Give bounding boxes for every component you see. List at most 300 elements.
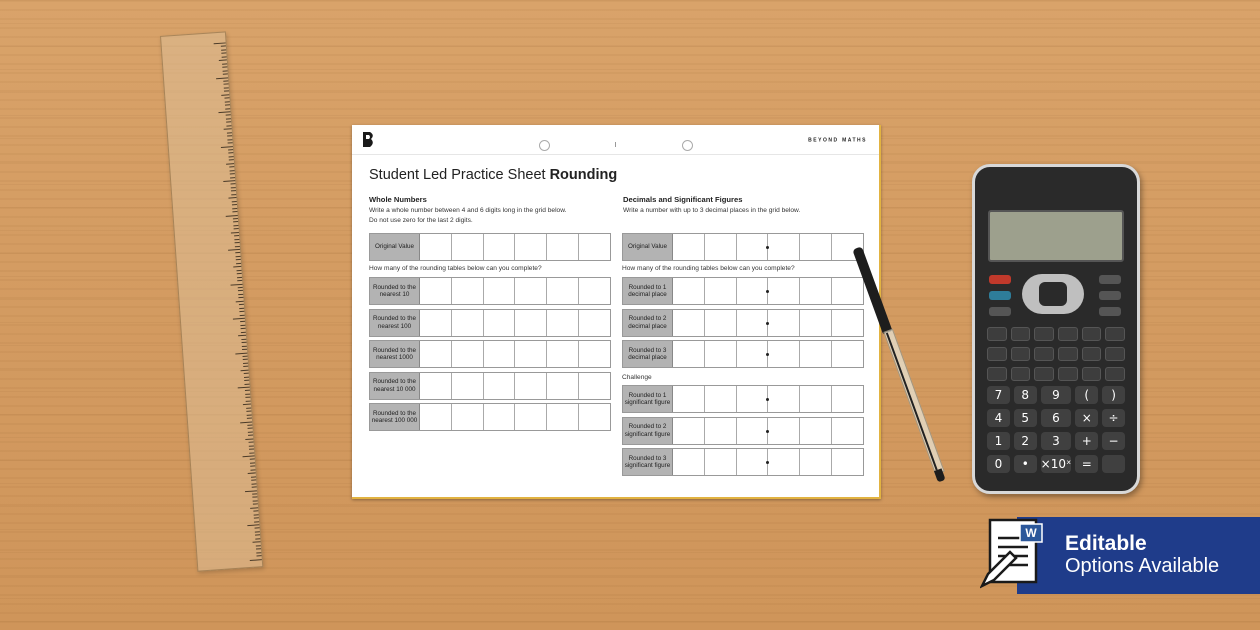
ruler-tick: [226, 125, 231, 126]
ruler-tick: [239, 304, 244, 305]
rounding-row: [622, 340, 864, 368]
ruler-tick: [230, 173, 235, 174]
rounding-row: [369, 277, 611, 305]
grid-cell[interactable]: [547, 310, 579, 336]
grid-cell[interactable]: [579, 310, 610, 336]
rounding-row: [369, 372, 611, 400]
ruler-tick: [223, 180, 235, 182]
calculator-key: ×10ˣ: [1040, 457, 1072, 471]
ruler-tick: [221, 46, 226, 47]
grid-cell[interactable]: [832, 310, 863, 336]
calculator-key: [1058, 327, 1078, 341]
calculator-key: [987, 367, 1007, 381]
calculator-key: [1034, 347, 1054, 361]
calculator-key: −: [1102, 432, 1125, 450]
grid-cell[interactable]: [515, 341, 547, 367]
ruler-tick: [225, 108, 230, 109]
ruler-tick: [238, 297, 243, 298]
grid-cell[interactable]: [705, 386, 737, 412]
grid-cell[interactable]: [768, 386, 800, 412]
ruler-tick: [228, 197, 236, 199]
calculator-key: [1034, 367, 1054, 381]
ruler-tick: [227, 132, 232, 133]
beyond-logo-icon: [362, 131, 376, 148]
row-label: Rounded to 1 decimal place: [623, 278, 673, 304]
calculator-key: [1082, 347, 1102, 361]
calculator-key: [1034, 327, 1054, 341]
calculator-number-keys: [987, 386, 1125, 473]
calculator-key: =: [1075, 455, 1098, 473]
grid-cell[interactable]: [452, 373, 484, 399]
row-label: Rounded to the nearest 10: [370, 278, 420, 304]
calculator-key: [1011, 367, 1031, 381]
ruler-tick: [251, 480, 256, 481]
rounding-row: [622, 385, 864, 413]
calculator-key: +: [1075, 432, 1098, 450]
ruler-tick: [231, 232, 239, 234]
ruler-tick: [243, 356, 248, 357]
ruler-tick: [251, 483, 256, 484]
calculator-screen: [988, 210, 1124, 262]
grid-cell[interactable]: [737, 341, 769, 367]
brand-sub: MATHS: [842, 137, 867, 144]
calculator-key: 2: [1014, 432, 1037, 450]
grid-cell[interactable]: [547, 341, 579, 367]
ruler-tick: [247, 524, 259, 526]
ruler-tick: [232, 204, 237, 205]
grid-cell[interactable]: [452, 341, 484, 367]
ruler-tick: [224, 84, 229, 85]
ruler-tick: [229, 159, 234, 160]
ruler-tick: [246, 407, 251, 408]
ruler-tick: [225, 101, 230, 102]
calculator-key: [1058, 347, 1078, 361]
grid-cell[interactable]: [420, 278, 452, 304]
ruler-tick: [233, 318, 245, 320]
ruler-tick: [249, 442, 254, 443]
ruler-tick: [251, 476, 256, 477]
ruler-tick: [236, 256, 241, 257]
decimals-heading: Decimals and Significant Figures: [623, 195, 743, 204]
svg-text:W: W: [1025, 526, 1037, 540]
calculator-key: •: [1014, 455, 1037, 473]
ruler-tick: [247, 414, 252, 415]
ruler-tick: [230, 170, 235, 171]
ruler-tick: [256, 555, 261, 556]
calculator-function-key: [989, 291, 1011, 300]
ruler-tick: [246, 411, 251, 412]
row-label: Rounded to 3 decimal place: [623, 341, 673, 367]
grid-cell[interactable]: [673, 449, 705, 475]
ruler-tick: [214, 42, 226, 44]
row-label: Rounded to the nearest 100 000: [370, 404, 420, 430]
ruler-tick: [222, 67, 227, 68]
ruler-tick: [225, 104, 230, 105]
calculator-key: [987, 347, 1007, 361]
calculator-key: 1: [987, 432, 1010, 450]
editable-options-badge: [1017, 517, 1260, 594]
ruler-tick: [230, 184, 235, 185]
grid-cell[interactable]: [705, 341, 737, 367]
grid-cell[interactable]: [737, 449, 769, 475]
grid-cell[interactable]: [547, 278, 579, 304]
calculator-key: 5: [1014, 409, 1037, 427]
rounding-row: [622, 277, 864, 305]
ruler-tick: [250, 459, 255, 460]
ruler-tick: [256, 552, 261, 553]
ruler-tick: [238, 335, 246, 337]
grid-cell[interactable]: [515, 310, 547, 336]
grid-cell[interactable]: [579, 373, 610, 399]
calculator-key: [1105, 367, 1125, 381]
ruler-tick: [240, 369, 248, 371]
grid-cell[interactable]: [420, 404, 452, 430]
center-mark: [615, 142, 616, 147]
grid-cell[interactable]: [737, 386, 769, 412]
ruler-tick: [240, 321, 245, 322]
grid-cell[interactable]: [452, 404, 484, 430]
ruler-tick: [248, 431, 253, 432]
ruler-tick: [243, 366, 248, 367]
grid-cell[interactable]: [768, 310, 800, 336]
ruler-tick: [233, 266, 241, 268]
original-value-row: [369, 233, 611, 261]
ruler-tick: [228, 249, 240, 251]
grid-cell[interactable]: [579, 341, 610, 367]
ruler-tick: [224, 128, 232, 130]
ruler-tick: [234, 235, 239, 236]
ruler-tick: [242, 345, 247, 346]
grid-cell[interactable]: [579, 278, 610, 304]
ruler-tick: [253, 541, 261, 543]
grid-cell[interactable]: [800, 418, 832, 444]
ruler-tick: [256, 545, 261, 546]
ruler-tick: [235, 252, 240, 253]
ruler-tick: [218, 111, 230, 113]
ruler-tick: [226, 115, 231, 116]
ruler-tick: [223, 70, 228, 71]
ruler-tick: [221, 53, 226, 54]
ruler-tick: [233, 218, 238, 219]
ruler-tick: [222, 56, 227, 57]
calculator-key: 8: [1014, 386, 1037, 404]
badge-line2: Options Available: [1065, 555, 1220, 577]
ruler-tick: [237, 276, 242, 277]
ruler-tick: [224, 87, 229, 88]
grid-cell[interactable]: [737, 234, 769, 260]
ruler-tick: [232, 201, 237, 202]
grid-cell[interactable]: [484, 278, 516, 304]
ruler-tick: [227, 135, 232, 136]
ruler-tick: [252, 497, 257, 498]
ruler-tick: [238, 294, 243, 295]
whole-numbers-heading: Whole Numbers: [369, 195, 427, 204]
ruler-tick: [223, 80, 228, 81]
scientific-calculator: [972, 164, 1140, 494]
worksheet-header: [352, 125, 879, 155]
grid-cell[interactable]: [800, 341, 832, 367]
calculator-key: [1082, 327, 1102, 341]
ruler-tick: [228, 153, 233, 154]
calculator-key: 3: [1041, 432, 1072, 450]
ruler-tick: [244, 383, 249, 384]
grid-cell[interactable]: [673, 386, 705, 412]
ruler-tick: [252, 493, 257, 494]
grid-cell[interactable]: [800, 234, 832, 260]
ruler-tick: [226, 122, 231, 123]
ruler-tick: [250, 462, 255, 463]
ruler-tick: [245, 438, 253, 440]
ruler-tick: [237, 273, 242, 274]
ruler-tick: [222, 63, 227, 64]
ruler-tick: [255, 528, 260, 529]
ruler-tick: [236, 301, 244, 303]
ruler-tick: [226, 215, 238, 217]
grid-cell[interactable]: [737, 418, 769, 444]
ruler-tick: [234, 239, 239, 240]
ruler-tick: [243, 359, 248, 360]
row-label: Rounded to 1 significant figure: [623, 386, 673, 412]
ruler-tick: [224, 91, 229, 92]
ruler-tick: [242, 349, 247, 350]
grid-cell[interactable]: [800, 310, 832, 336]
grid-cell[interactable]: [705, 278, 737, 304]
ruler-tick: [224, 97, 229, 98]
ruler-tick: [241, 328, 246, 329]
word-document-icon: [980, 516, 1044, 592]
grid-cell[interactable]: [515, 373, 547, 399]
ruler-tick: [245, 393, 250, 394]
calculator-key: 9: [1041, 386, 1072, 404]
grid-cell[interactable]: [832, 386, 863, 412]
calculator-key: [1011, 347, 1031, 361]
ruler-tick: [247, 418, 252, 419]
grid-cell[interactable]: [705, 449, 737, 475]
grid-cell[interactable]: [673, 278, 705, 304]
grid-cell[interactable]: [768, 278, 800, 304]
worksheet-title: Student Led Practice Sheet Rounding: [369, 167, 618, 183]
row-label: Rounded to 2 decimal place: [623, 310, 673, 336]
ruler-tick: [230, 283, 242, 285]
grid-cell[interactable]: [515, 404, 547, 430]
ruler-tick: [230, 177, 235, 178]
calculator-key: [1011, 327, 1031, 341]
calculator-key: 7: [987, 386, 1010, 404]
rounding-row: [622, 309, 864, 337]
calculator-key: [1102, 455, 1125, 473]
grid-cell[interactable]: [484, 373, 516, 399]
decimals-instruction: Write a number with up to 3 decimal places in the grid below.: [623, 207, 801, 214]
grid-cell[interactable]: [547, 404, 579, 430]
calculator-key: (: [1075, 386, 1098, 404]
ruler-tick: [253, 510, 258, 511]
grid-cell[interactable]: [515, 234, 547, 260]
badge-line1: Editable: [1065, 532, 1147, 555]
ruler-tick: [244, 376, 249, 377]
punch-hole: [682, 140, 693, 151]
calculator-key: [1105, 327, 1125, 341]
ruler-tick: [252, 486, 257, 487]
ruler-tick: [241, 332, 246, 333]
grid-cell[interactable]: [452, 234, 484, 260]
ruler-tick: [221, 94, 229, 96]
rounding-row: [622, 448, 864, 476]
grid-cell[interactable]: [484, 341, 516, 367]
calculator-key: [1082, 367, 1102, 381]
pen-ink-tube: [886, 333, 938, 471]
calculator-key: 6: [1041, 409, 1072, 427]
grid-cell[interactable]: [420, 234, 452, 260]
grid-cell[interactable]: [832, 418, 863, 444]
grid-cell[interactable]: [737, 278, 769, 304]
ruler-tick: [247, 424, 252, 425]
ruler-tick: [256, 548, 261, 549]
rounding-question: How many of the rounding tables below can you complete?: [369, 265, 542, 272]
ruler-tick: [229, 156, 234, 157]
grid-cell[interactable]: [484, 234, 516, 260]
grid-cell[interactable]: [673, 234, 705, 260]
calculator-key: [1105, 347, 1125, 361]
calculator-key: [1058, 367, 1078, 381]
ruler-tick: [240, 314, 245, 315]
ruler-tick: [238, 387, 250, 389]
grid-cell[interactable]: [547, 373, 579, 399]
ruler-tick: [229, 166, 234, 167]
ruler-tick: [243, 404, 251, 406]
ruler-tick: [249, 449, 254, 450]
ruler-tick: [231, 187, 236, 188]
ruler-tick: [240, 325, 245, 326]
grid-cell[interactable]: [579, 404, 610, 430]
grid-cell[interactable]: [579, 234, 610, 260]
grid-cell[interactable]: [832, 278, 863, 304]
original-value-row: [622, 233, 864, 261]
ruler-tick: [243, 455, 255, 457]
ruler-tick: [233, 225, 238, 226]
ruler-tick: [226, 118, 231, 119]
ruler-tick: [237, 270, 242, 271]
ruler-tick: [216, 77, 228, 79]
calculator-function-key: [1099, 307, 1121, 316]
grid-cell[interactable]: [832, 449, 863, 475]
grid-cell[interactable]: [800, 386, 832, 412]
row-label: Rounded to 2 significant figure: [623, 418, 673, 444]
punch-hole: [539, 140, 550, 151]
grid-cell[interactable]: [547, 234, 579, 260]
grid-cell[interactable]: [420, 341, 452, 367]
ruler-tick: [255, 538, 260, 539]
grid-cell[interactable]: [484, 404, 516, 430]
row-label: Original Value: [370, 234, 420, 260]
whole-numbers-instruction: Write a whole number between 4 and 6 digits long in the grid below. Do not use zero for the last 2 digits.: [369, 207, 567, 224]
row-label: Original Value: [623, 234, 673, 260]
calculator-key: [987, 327, 1007, 341]
calculator-key: ×: [1075, 409, 1098, 427]
grid-cell[interactable]: [484, 310, 516, 336]
ruler-tick: [244, 380, 249, 381]
grid-cell[interactable]: [452, 278, 484, 304]
calculator-key: 0: [987, 455, 1010, 473]
ruler-tick: [226, 163, 234, 165]
ruler-tick: [250, 466, 255, 467]
ruler-tick: [232, 211, 237, 212]
calculator-direction-pad: [1022, 274, 1084, 314]
ruler-tick: [248, 428, 253, 429]
ruler-tick: [227, 139, 232, 140]
ruler-tick: [250, 507, 258, 509]
ruler-tick: [245, 490, 257, 492]
brand-name: BEYOND MATHS: [808, 137, 867, 144]
ruler-tick: [228, 142, 233, 143]
grid-cell[interactable]: [705, 418, 737, 444]
ruler-tick: [249, 452, 254, 453]
ruler-tick: [234, 228, 239, 229]
grid-cell[interactable]: [800, 278, 832, 304]
grid-cell[interactable]: [452, 310, 484, 336]
ruler-tick: [228, 149, 233, 150]
grid-cell[interactable]: [515, 278, 547, 304]
ruler-tick: [235, 245, 240, 246]
grid-cell[interactable]: [673, 418, 705, 444]
ruler-tick: [254, 517, 259, 518]
grid-cell[interactable]: [420, 310, 452, 336]
ruler-tick: [249, 445, 254, 446]
ruler-tick: [243, 363, 248, 364]
ruler-tick: [237, 280, 242, 281]
ruler-tick: [239, 311, 244, 312]
ruler-tick: [236, 259, 241, 260]
ruler-tick: [255, 531, 260, 532]
ruler-tick: [235, 352, 247, 354]
ruler-tick: [241, 338, 246, 339]
ruler-tick: [245, 397, 250, 398]
ruler-tick: [221, 146, 233, 148]
grid-cell[interactable]: [832, 341, 863, 367]
ruler-tick: [250, 469, 255, 470]
calculator-function-key: [989, 275, 1011, 284]
rounding-question: How many of the rounding tables below can you complete?: [622, 265, 795, 272]
ruler-tick: [221, 49, 226, 50]
rounding-row: [369, 403, 611, 431]
grid-cell[interactable]: [673, 310, 705, 336]
grid-cell[interactable]: [673, 341, 705, 367]
grid-cell[interactable]: [737, 310, 769, 336]
grid-cell[interactable]: [768, 418, 800, 444]
grid-cell[interactable]: [420, 373, 452, 399]
grid-cell[interactable]: [768, 234, 800, 260]
row-label: Rounded to 3 significant figure: [623, 449, 673, 475]
grid-cell[interactable]: [705, 310, 737, 336]
grid-cell[interactable]: [705, 234, 737, 260]
rounding-row: [369, 309, 611, 337]
calculator-function-key: [989, 307, 1011, 316]
calculator-scientific-keys: [987, 327, 1125, 381]
calculator-function-key: [1099, 275, 1121, 284]
rounding-row: [369, 340, 611, 368]
row-label: Rounded to the nearest 10 000: [370, 373, 420, 399]
ruler-tick: [231, 190, 236, 191]
grid-cell[interactable]: [800, 449, 832, 475]
calculator-key: 4: [987, 409, 1010, 427]
ruler: [160, 31, 263, 571]
ruler-tick: [233, 221, 238, 222]
ruler-tick: [219, 60, 227, 62]
ruler-tick: [236, 263, 241, 264]
grid-cell[interactable]: [768, 449, 800, 475]
ruler-tick: [245, 390, 250, 391]
calculator-key: ): [1102, 386, 1125, 404]
grid-cell[interactable]: [768, 341, 800, 367]
